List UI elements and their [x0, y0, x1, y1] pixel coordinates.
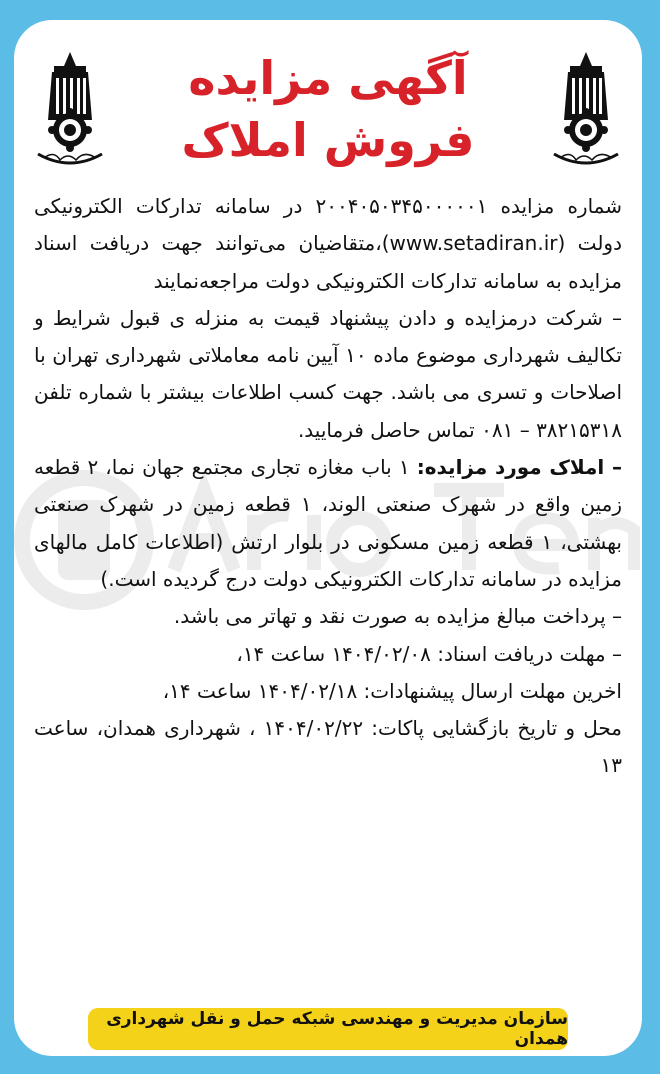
hamedan-municipality-emblem-icon: [30, 50, 110, 168]
paragraph-payment: – پرداخت مبالغ مزایده به صورت نقد و تهاتر می باشد.: [173, 604, 622, 629]
ad-body: [34, 188, 622, 785]
ad-title-line1: آگهی مزایده: [188, 51, 468, 105]
advertisement-card: [14, 20, 642, 1056]
paragraph-auction-number: [34, 188, 622, 300]
properties-label: – املاک مورد مزایده:: [416, 455, 622, 480]
p1-text-a: شماره مزایده ۲۰۰۴۰۵۰۳۴۵۰۰۰۰۰۱ در سامانه تدارکات الکترونیکی دولت (: [34, 194, 622, 256]
setadiran-url: www.setadiran.ir: [389, 231, 558, 256]
paragraph-bid-deadline: اخرین مهلت ارسال پیشنهادات: ۱۴۰۴/۰۲/۱۸ ساعت ۱۴،: [162, 678, 622, 703]
p1-text-b: )،متقاضیان می‌توانند جهت دریافت اسناد مزایده به سامانه تدارکات الکترونیکی دولت مراجعه‌نمایند: [34, 231, 622, 293]
paragraph-properties: [34, 449, 622, 598]
properties-text: ۱ باب مغازه تجاری مجتمع جهان نما، ۲ قطعه زمین واقع در شهرک صنعتی الوند، ۱ قطعه زمین در شهرک صنعتی بهشتی، ۱ قطعه زمین مسکونی در بلوار ارتش (اطلاعات کامل مالهای مزایده در سامانه تدارکات الکترونیکی دولت درج گردیده است.): [34, 455, 622, 591]
paragraph-document-deadline: – مهلت دریافت اسناد: ۱۴۰۴/۰۲/۰۸ ساعت ۱۴،: [236, 641, 622, 666]
paragraph-conditions: – شرکت درمزایده و دادن پیشنهاد قیمت به منزله ی قبول شرایط و تکالیف شهرداری موضوع ماده ۱۰ آیین نامه معاملاتی شهرداری تهران با اصلاحات و تسری می باشد. جهت کسب اطلاعات بیشتر با شماره تلفن ۳۸۲۱۵۳۱۸ – ۰۸۱ تماس حاصل فرمایید.: [34, 305, 622, 442]
footer-organization: سازمان مدیریت و مهندسی شبکه حمل و نقل شهرداری همدان: [88, 1008, 568, 1050]
ad-title-line2: فروش املاک: [181, 113, 475, 167]
hamedan-municipality-emblem-icon: [546, 50, 626, 168]
paragraph-opening: محل و تاریخ بازگشایی پاکات: ۱۴۰۴/۰۲/۲۲ ، شهرداری همدان، ساعت ۱۳: [34, 716, 622, 778]
